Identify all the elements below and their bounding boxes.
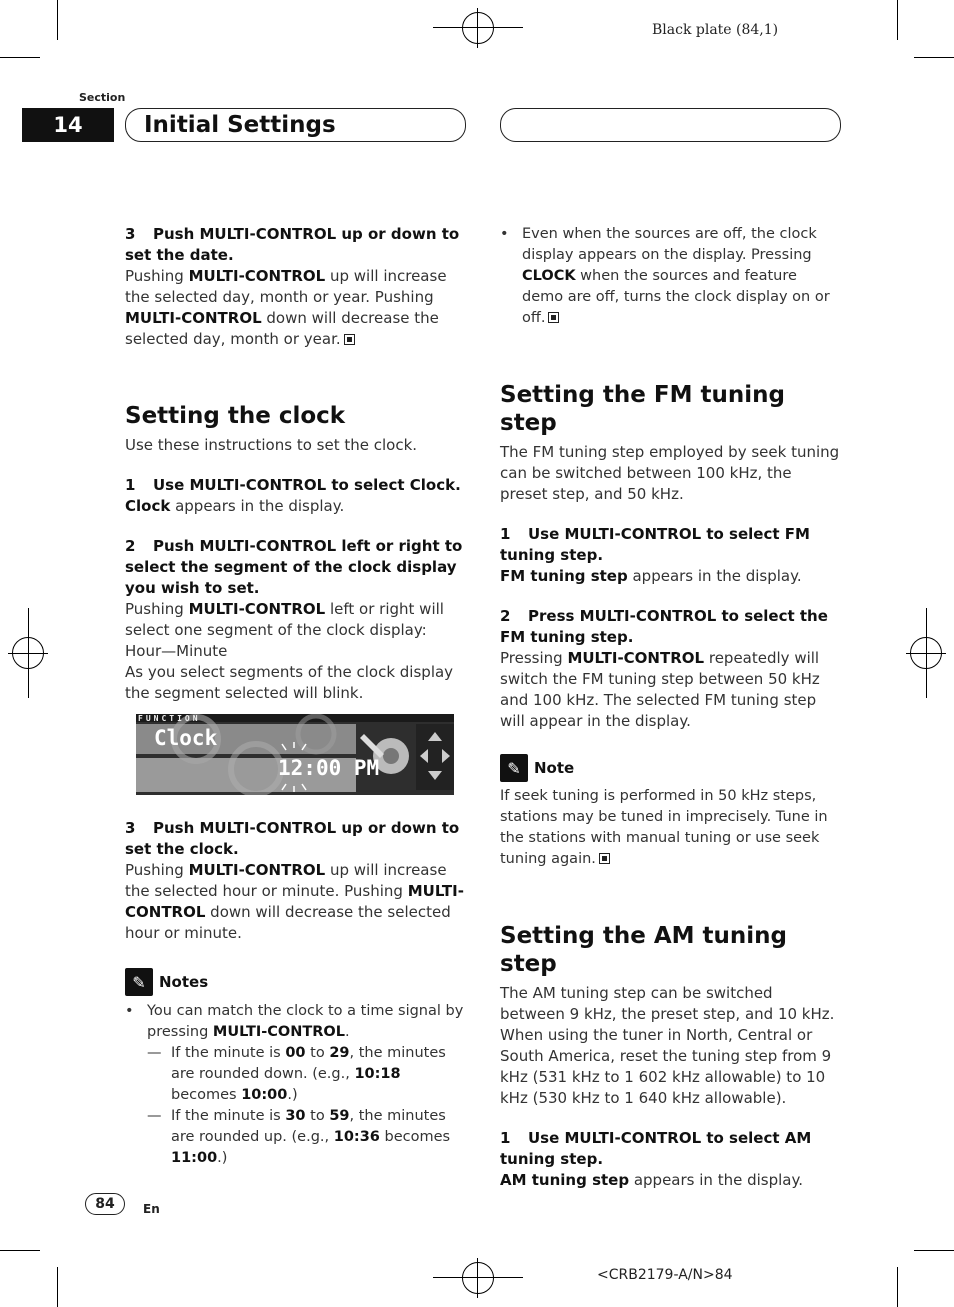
text: .: [345, 1024, 350, 1040]
crop-mark: [897, 1267, 898, 1307]
step-heading: [500, 524, 842, 566]
display-time: [278, 756, 379, 780]
crop-mark: [0, 57, 40, 58]
language-label: En: [143, 1202, 160, 1216]
step-heading: [125, 475, 465, 496]
notes-title: Notes: [159, 972, 209, 991]
step-heading: [125, 818, 465, 860]
left-column-lower: [125, 818, 465, 1169]
bold-text: MULTI-CONTROL: [188, 600, 326, 618]
end-mark-icon: [599, 853, 610, 864]
display-clock-label: Clock: [154, 726, 218, 750]
step-heading: [500, 1128, 842, 1170]
bold-text: MULTI-CONTROL: [567, 649, 705, 667]
bold-text: 29: [329, 1045, 350, 1061]
dash-mark: —: [147, 1108, 162, 1124]
note-dash-text: [171, 1106, 465, 1169]
intro-text: Use these instructions to set the clock.: [125, 436, 418, 454]
text: down will decrease the selected day, month or year.: [125, 309, 439, 348]
bullet-dot: •: [500, 226, 509, 242]
note-text: [500, 786, 842, 870]
text: Pushing: [125, 267, 189, 285]
crop-mark: [914, 1250, 954, 1251]
step-heading-text: Push MULTI-CONTROL up or down to set the date.: [125, 225, 460, 264]
section-title-box: [125, 108, 466, 142]
bold-text: MULTI-CONTROL: [188, 267, 326, 285]
step-body: [500, 566, 842, 587]
crop-mark: [57, 1267, 58, 1307]
step-body: [125, 266, 465, 350]
step-heading-text: Press MULTI-CONTROL to select the FM tuning step.: [500, 607, 828, 646]
bold-text: 11:00: [171, 1150, 218, 1166]
step-body: [125, 860, 465, 944]
section-number: [22, 108, 114, 142]
text: If seek tuning is performed in 50 kHz steps, stations may be tuned in imprecisely. Tune in the stations with manual tuning or use seek tuning again.: [500, 788, 828, 867]
display-screen-illustration: [136, 714, 454, 795]
step-heading: [125, 536, 465, 599]
bold-text: 00: [285, 1045, 306, 1061]
text: Pushing: [125, 861, 189, 879]
section-label: Section: [79, 91, 126, 104]
notes-header: [125, 968, 465, 996]
step-body: [500, 1170, 842, 1191]
dash-mark: —: [147, 1045, 162, 1061]
end-mark-icon: [344, 334, 355, 345]
text: If the minute is: [171, 1045, 286, 1061]
pencil-icon: ✎: [125, 968, 153, 996]
bold-text: 10:18: [354, 1066, 401, 1082]
clock-bullet: [500, 224, 842, 329]
text: If the minute is: [171, 1108, 286, 1124]
step-body-line: As you select segments of the clock display the segment selected will blink.: [125, 663, 454, 702]
step-number: 1: [500, 525, 511, 543]
registration-mark: [12, 637, 44, 669]
step-number: 1: [125, 476, 136, 494]
text: Pushing: [125, 600, 189, 618]
note-header: [500, 754, 842, 782]
text: up will increase the selected hour or minute. Pushing: [125, 861, 447, 900]
heading-fm-tuning: Setting the FM tuning step: [500, 382, 785, 436]
display-hour: 12: [278, 756, 304, 780]
text: appears in the display.: [629, 1171, 803, 1189]
registration-mark: [910, 637, 942, 669]
end-mark-icon: [548, 312, 559, 323]
bold-text: 10:00: [241, 1087, 288, 1103]
bold-text: MULTI-CONTROL: [125, 882, 464, 921]
plate-label: Black plate (84,1): [652, 22, 779, 38]
step-number: 2: [500, 607, 511, 625]
step-heading-text: Push MULTI-CONTROL left or right to select the segment of the clock display you wish to set.: [125, 537, 463, 597]
bullet-text: [522, 224, 842, 329]
text: to: [305, 1108, 330, 1124]
step-heading: [500, 606, 842, 648]
note-title: Note: [534, 758, 575, 777]
step-heading: [125, 224, 465, 266]
bold-text: 10:36: [333, 1129, 380, 1145]
bold-text: 59: [329, 1108, 350, 1124]
text: to: [305, 1045, 330, 1061]
text: left or right will select one segment of the clock display:: [125, 600, 444, 639]
crop-mark: [914, 57, 954, 58]
display-minute-ampm: :00 PM: [303, 756, 380, 780]
step-heading-text: Push MULTI-CONTROL up or down to set the clock.: [125, 819, 460, 858]
text: becomes: [379, 1129, 451, 1145]
intro-text: The FM tuning step employed by seek tuning can be switched between 100 kHz, the preset step, and 50 kHz.: [500, 443, 840, 503]
bullet-dot: •: [125, 1003, 134, 1019]
bold-text: AM tuning step: [500, 1171, 630, 1189]
step-body: [125, 496, 465, 517]
step-number: 2: [125, 537, 136, 555]
step-number: 3: [125, 225, 136, 243]
text: , the minutes are rounded down. (e.g.,: [171, 1045, 446, 1082]
bold-text: FM tuning step: [500, 567, 628, 585]
crop-mark: [897, 0, 898, 40]
step-number: 1: [500, 1129, 511, 1147]
bold-text: MULTI-CONTROL: [212, 1024, 345, 1040]
section-title: Initial Settings: [144, 112, 336, 138]
text: .): [217, 1150, 228, 1166]
crop-mark: [57, 0, 58, 40]
step-heading-text: Use MULTI-CONTROL to select FM tuning step.: [500, 525, 810, 564]
step-body: [125, 599, 465, 641]
step-heading-text: Use MULTI-CONTROL to select Clock.: [153, 476, 461, 494]
step-body: [500, 648, 842, 732]
bold-text: 30: [285, 1108, 306, 1124]
note-dash-text: [171, 1043, 465, 1106]
intro-text: The AM tuning step can be switched between 9 kHz, the preset step, and 10 kHz. When using the tuner in North, Central or South America, reset the tuning step from 9 kHz (531 kHz to 1 602 kHz allowable) to 10 kHz (530 kHz to 1 640 kHz allowable).: [500, 984, 835, 1107]
text: You can match the clock to a time signal by pressing: [147, 1003, 464, 1040]
bold-text: MULTI-CONTROL: [125, 309, 262, 327]
crop-mark: [0, 1250, 40, 1251]
pencil-icon: ✎: [500, 754, 528, 782]
text: Even when the sources are off, the clock display appears on the display. Pressing: [522, 226, 817, 263]
section-number-text: 14: [53, 113, 83, 137]
heading-setting-clock: Setting the clock: [125, 403, 346, 429]
text: , the minutes are rounded up. (e.g.,: [171, 1108, 446, 1145]
step-body-line: Hour—Minute: [125, 642, 228, 660]
note-dash-item: [125, 1043, 465, 1106]
note-dash-item: [125, 1106, 465, 1169]
page-number: 84: [85, 1193, 125, 1215]
footer-code: <CRB2179-A/N>84: [597, 1267, 733, 1283]
bold-text: Clock: [125, 497, 171, 515]
step-number: 3: [125, 819, 136, 837]
right-column: [500, 224, 842, 1191]
text: when the sources and feature demo are off, turns the clock display on or off.: [522, 268, 830, 326]
registration-mark: [462, 1262, 494, 1294]
text: repeatedly will switch the FM tuning step between 50 kHz and 100 kHz. The selected FM tuning step will appear in the display.: [500, 649, 820, 730]
left-column: [125, 224, 465, 704]
section-title-box-empty: [500, 108, 841, 142]
bold-text: MULTI-CONTROL: [188, 861, 326, 879]
note-bullet-text: [147, 1001, 465, 1043]
text: becomes: [171, 1087, 242, 1103]
registration-mark: [462, 12, 494, 44]
bold-text: CLOCK: [522, 268, 576, 284]
text: up will increase the selected day, month or year. Pushing: [125, 267, 447, 306]
text: appears in the display.: [170, 497, 345, 515]
text: Pressing: [500, 649, 568, 667]
heading-am-tuning: Setting the AM tuning step: [500, 923, 788, 977]
text: appears in the display.: [627, 567, 802, 585]
note-bullet: [125, 1001, 465, 1043]
display-function-label: FUNCTION: [138, 714, 201, 723]
text: .): [287, 1087, 298, 1103]
text: down will decrease the selected hour or minute.: [125, 903, 451, 942]
step-heading-text: Use MULTI-CONTROL to select AM tuning step.: [500, 1129, 812, 1168]
